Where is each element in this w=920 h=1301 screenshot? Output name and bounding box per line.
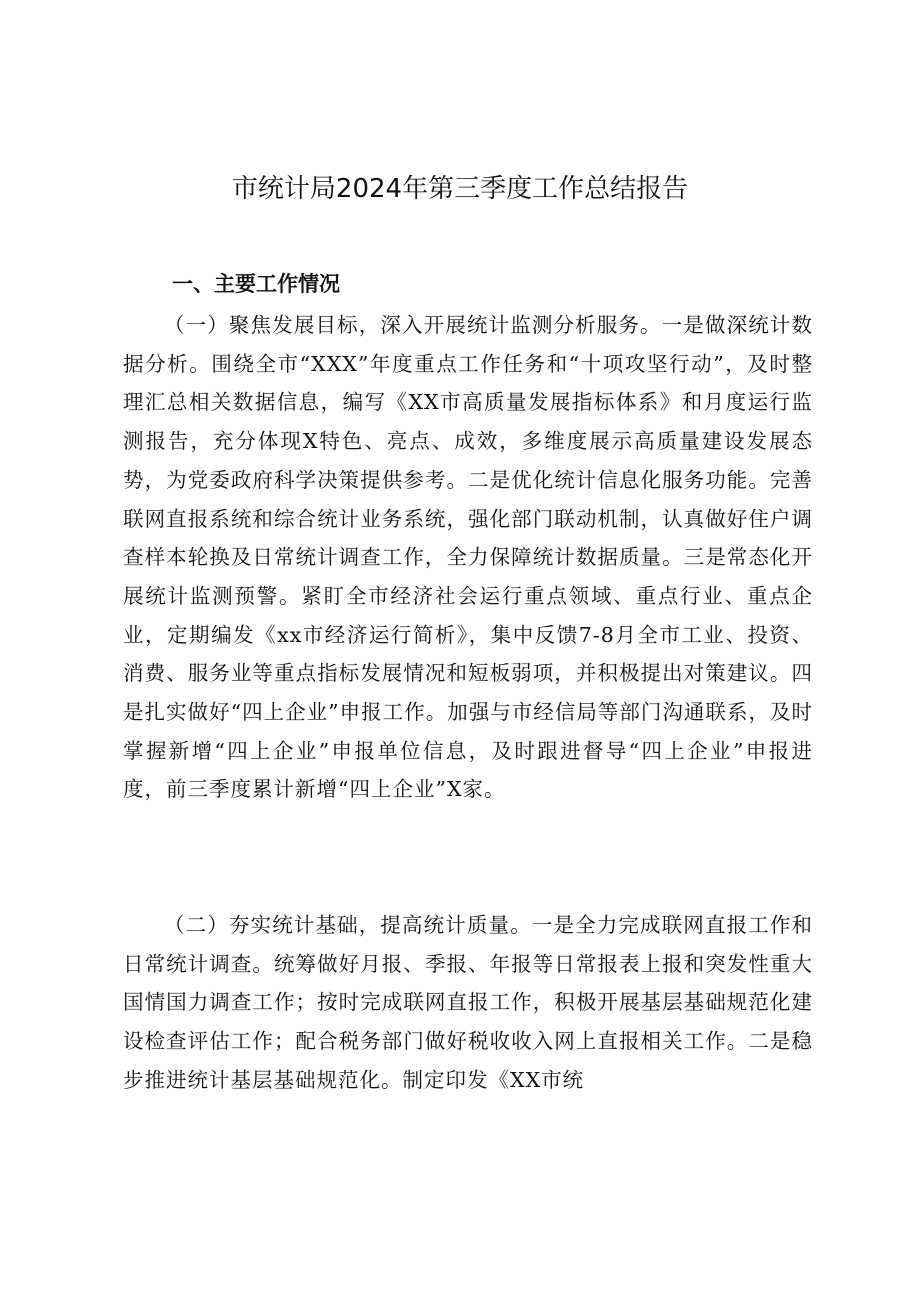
section-heading: 一、主要工作情况 [172, 272, 340, 296]
paragraph-2: （二）夯实统计基础，提高统计质量。一是全力完成联网直报工作和日常统计调查。统筹做好月报、季报、年报等日常报表上报和突发性重大国情国力调查工作；按时完成联网直报工作，积极开展基层基础规范化建设检查评估工作；配合税务部门做好税收收入网上直报相关工作。二是稳步推进统计基层基础规范化。制定印发《XX市统 [123, 913, 813, 1092]
document-title: 市统计局2024年第三季度工作总结报告 [231, 174, 689, 204]
paragraph-1: （一）聚焦发展目标，深入开展统计监测分析服务。一是做深统计数据分析。围绕全市“XXX”年度重点工作任务和“十项攻坚行动”，及时整理汇总相关数据信息，编写《XX市高质量发展指标体系》和月度运行监测报告，充分体现X特色、亮点、成效，多维度展示高质量建设发展态势，为党委政府科学决策提供参考。二是优化统计信息化服务功能。完善联网直报系统和综合统计业务系统，强化部门联动机制，认真做好住户调查样本轮换及日常统计调查工作，全力保障统计数据质量。三是常态化开展统计监测预警。紧盯全市经济社会运行重点领域、重点行业、重点企业，定期编发《xx市经济运行简析》，集中反馈7-8月全市工业、投资、消费、服务业等重点指标发展情况和短板弱项，并积极提出对策建议。四是扎实做好“四上企业”申报工作。加强与市经信局等部门沟通联系，及时掌握新增“四上企业”申报单位信息，及时跟进督导“四上企业”申报进度，前三季度累计新增“四上企业”X家。 [123, 313, 813, 802]
